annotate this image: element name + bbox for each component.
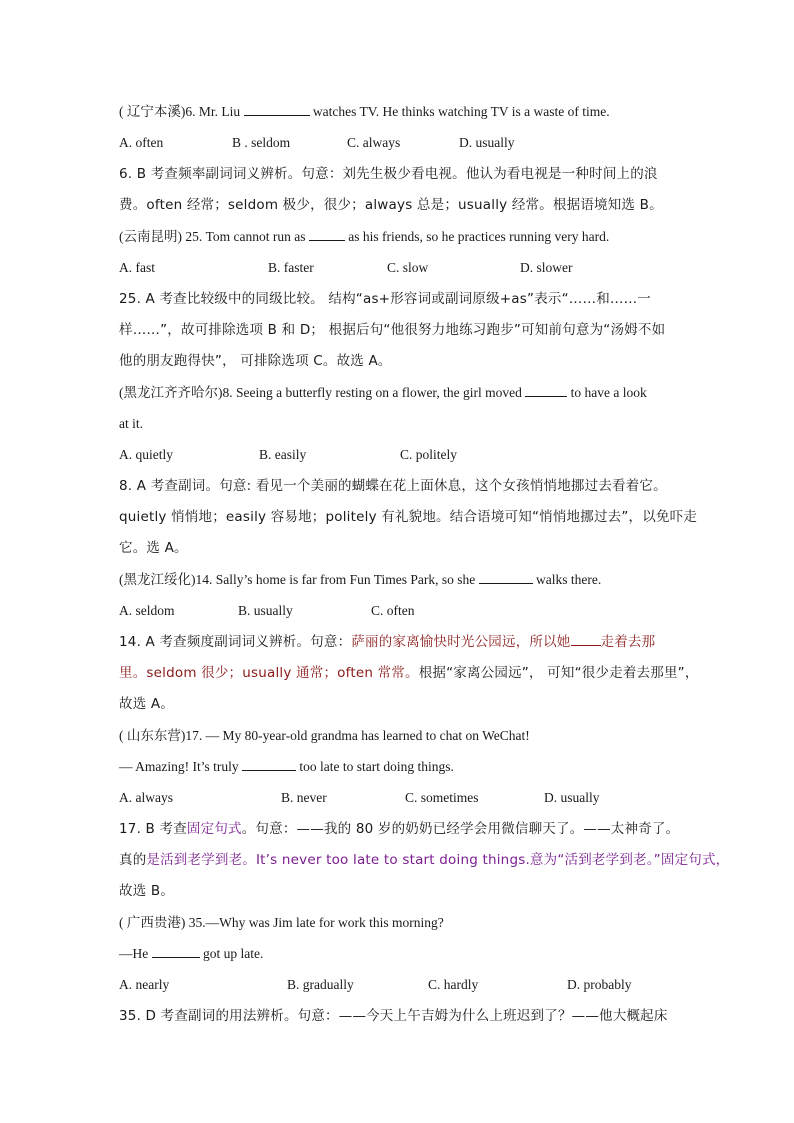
answer-8-line-2: quietly 悄悄地；easily 容易地；politely 有礼貌地。结合语境可知“悄悄地挪过去”，以免吓走 [119, 509, 698, 525]
question-8-stem: (黑龙江齐齐哈尔)8. Seeing a butterfly resting on a flower, the girl moved to have a look [119, 385, 647, 400]
question-17-options: A. always B. never C. sometimes D. usually [119, 790, 600, 805]
answer-blank [479, 570, 533, 584]
answer-blank [525, 383, 567, 397]
question-14-options: A. seldom B. usually C. often [119, 603, 415, 618]
answer-blank [244, 102, 310, 116]
answer-17-line-2: 真的是活到老学到老。It’s never too late to start doing things.意为“活到老学到老。”固定句式， [119, 852, 730, 868]
question-17-stem-line-2: — Amazing! It’s truly too late to start doing things. [119, 759, 454, 774]
question-17-stem-line-1: ( 山东东营)17. — My 80-year-old grandma has learned to chat on WeChat! [119, 728, 530, 743]
question-25-options: A. fast B. faster C. slow D. slower [119, 260, 573, 275]
question-35-stem-line-2: —He got up late. [119, 946, 264, 961]
answer-35-line-1: 35. D 考查副词的用法辨析。句意：——今天上午吉姆为什么上班迟到了？——他大概起床 [119, 1008, 668, 1024]
answer-8-line-1: 8. A 考查副词。句意: 看见一个美丽的蝴蝶在花上面休息，这个女孩悄悄地挪过去看着它。 [119, 478, 667, 494]
answer-blank [571, 632, 601, 646]
answer-17-line-1: 17. B 考查固定句式。句意：——我的 80 岁的奶奶已经学会用微信聊天了。——太神奇了。 [119, 821, 680, 837]
answer-25-line-3: 他的朋友跑得快”， 可排除选项 C。故选 A。 [119, 353, 392, 369]
answer-8-line-3: 它。选 A。 [119, 540, 188, 556]
question-35-stem-line-1: ( 广西贵港) 35.—Why was Jim late for work this morning? [119, 915, 444, 930]
answer-blank [152, 944, 200, 958]
answer-14-line-2: 里。seldom 很少；usually 通常；often 常常。根据“家离公园远”， 可知“很少走着去那里”， [119, 665, 699, 681]
answer-14-line-3: 故选 A。 [119, 696, 175, 712]
answer-25-line-2: 样……”，故可排除选项 B 和 D； 根据后句“他很努力地练习跑步”可知前句意为“汤姆不如 [119, 322, 666, 338]
question-35-options: A. nearly B. gradually C. hardly D. probably [119, 977, 632, 992]
question-25-stem: (云南昆明) 25. Tom cannot run as as his friends, so he practices running very hard. [119, 229, 610, 244]
answer-17-line-3: 故选 B。 [119, 883, 175, 899]
question-14-stem: (黑龙江绥化)14. Sally’s home is far from Fun Times Park, so she walks there. [119, 572, 602, 587]
question-8-options: A. quietly B. easily C. politely [119, 447, 457, 462]
question-6-options: A. often B . seldom C. always D. usually [119, 135, 515, 150]
question-6-stem: ( 辽宁本溪)6. Mr. Liu watches TV. He thinks watching TV is a waste of time. [119, 104, 610, 119]
answer-25-line-1: 25. A 考查比较级中的同级比较。 结构“as+形容词或副词原级+as”表示“……和……一 [119, 291, 651, 307]
answer-blank [309, 227, 345, 241]
answer-blank [242, 757, 296, 771]
answer-6-line-1: 6. B 考查频率副词词义辨析。句意：刘先生极少看电视。他认为看电视是一种时间上的浪 [119, 166, 658, 182]
answer-14-line-1: 14. A 考查频度副词词义辨析。句意：萨丽的家离愉快时光公园远，所以她 走着去那 [119, 634, 656, 650]
question-8-stem-cont: at it. [119, 416, 143, 431]
answer-6-line-2: 费。often 经常；seldom 极少，很少；always 总是；usually 经常。根据语境知选 B。 [119, 197, 663, 213]
